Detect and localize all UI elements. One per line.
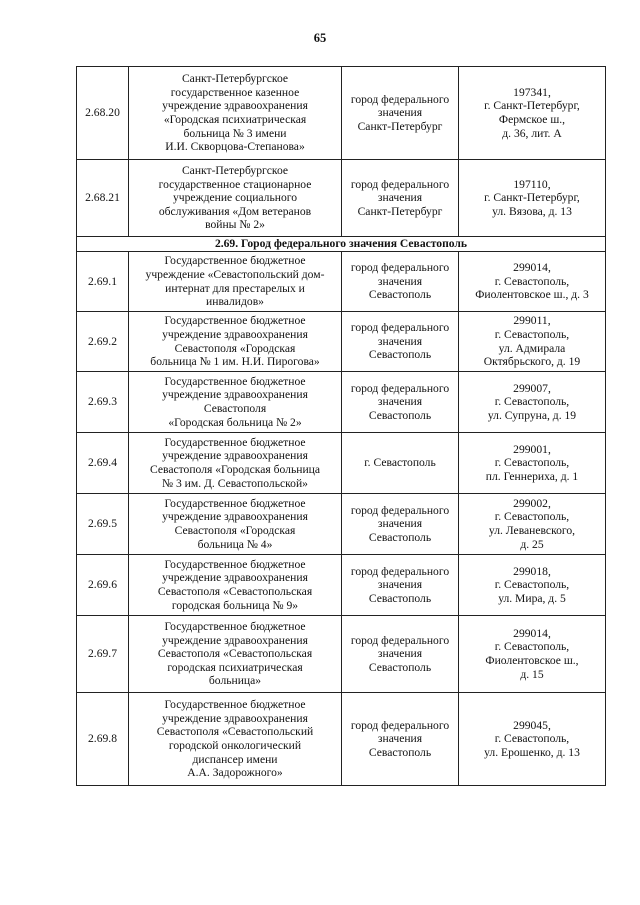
city-status: город федерального значения Севастополь	[342, 555, 459, 616]
row-number: 2.69.7	[77, 616, 129, 693]
city-status: город федерального значения Севастополь	[342, 372, 459, 433]
table-row	[77, 372, 606, 433]
row-number: 2.69.3	[77, 372, 129, 433]
row-number: 2.69.2	[77, 312, 129, 372]
address: 299018, г. Севастополь, ул. Мира, д. 5	[459, 555, 606, 616]
city-status: город федерального значения Севастополь	[342, 312, 459, 372]
table-row	[77, 693, 606, 786]
institution-name: Санкт-Петербургское государственное стационарное учреждение социального обслуживания «Дом ветеранов войны № 2»	[129, 160, 342, 237]
section-row	[77, 237, 606, 252]
city-status: город федерального значения Севастополь	[342, 494, 459, 555]
city-status: г. Севастополь	[342, 433, 459, 494]
row-number: 2.69.4	[77, 433, 129, 494]
table-row	[77, 555, 606, 616]
address: 299002, г. Севастополь, ул. Леваневского, д. 25	[459, 494, 606, 555]
city-status: город федерального значения Санкт-Петербург	[342, 67, 459, 160]
address: 197341, г. Санкт-Петербург, Фермское ш., д. 36, лит. А	[459, 67, 606, 160]
row-number: 2.69.1	[77, 252, 129, 312]
institution-name: Государственное бюджетное учреждение здравоохранения Севастополя «Севастопольская городская психиатрическая больница»	[129, 616, 342, 693]
row-number: 2.69.6	[77, 555, 129, 616]
table-row	[77, 494, 606, 555]
row-number: 2.68.20	[77, 67, 129, 160]
city-status: город федерального значения Севастополь	[342, 616, 459, 693]
institution-name: Санкт-Петербургское государственное казенное учреждение здравоохранения «Городская психиатрическая больница № 3 имени И.И. Скворцова-Степанова»	[129, 67, 342, 160]
table-row	[77, 252, 606, 312]
address: 197110, г. Санкт-Петербург, ул. Вязова, д. 13	[459, 160, 606, 237]
row-number: 2.68.21	[77, 160, 129, 237]
institution-name: Государственное бюджетное учреждение здравоохранения Севастополя «Городская больница № 2»	[129, 372, 342, 433]
row-number: 2.69.5	[77, 494, 129, 555]
city-status: город федерального значения Севастополь	[342, 252, 459, 312]
address: 299014, г. Севастополь, Фиолентовское ш., д. 3	[459, 252, 606, 312]
table-body	[77, 67, 606, 786]
city-status: город федерального значения Санкт-Петербург	[342, 160, 459, 237]
institution-name: Государственное бюджетное учреждение здравоохранения Севастополя «Севастопольский городской онкологический диспансер имени А.А. Задорожного»	[129, 693, 342, 786]
table-row	[77, 160, 606, 237]
address: 299007, г. Севастополь, ул. Супруна, д. 19	[459, 372, 606, 433]
institution-name: Государственное бюджетное учреждение здравоохранения Севастополя «Городская больница № 4»	[129, 494, 342, 555]
section-title: 2.69. Город федерального значения Севастополь	[77, 237, 606, 252]
city-status: город федерального значения Севастополь	[342, 693, 459, 786]
address: 299045, г. Севастополь, ул. Ерошенко, д. 13	[459, 693, 606, 786]
table-row	[77, 433, 606, 494]
institutions-table	[76, 66, 606, 786]
institution-name: Государственное бюджетное учреждение «Севастопольский дом- интернат для престарелых и инвалидов»	[129, 252, 342, 312]
address: 299014, г. Севастополь, Фиолентовское ш., д. 15	[459, 616, 606, 693]
table-row	[77, 312, 606, 372]
institution-name: Государственное бюджетное учреждение здравоохранения Севастополя «Севастопольская городская больница № 9»	[129, 555, 342, 616]
institution-name: Государственное бюджетное учреждение здравоохранения Севастополя «Городская больница № 3 им. Д. Севастопольской»	[129, 433, 342, 494]
row-number: 2.69.8	[77, 693, 129, 786]
table-row	[77, 67, 606, 160]
address: 299001, г. Севастополь, пл. Геннериха, д. 1	[459, 433, 606, 494]
table-row	[77, 616, 606, 693]
address: 299011, г. Севастополь, ул. Адмирала Октябрьского, д. 19	[459, 312, 606, 372]
institution-name: Государственное бюджетное учреждение здравоохранения Севастополя «Городская больница № 1 им. Н.И. Пирогова»	[129, 312, 342, 372]
page-number: 65	[313, 31, 327, 45]
